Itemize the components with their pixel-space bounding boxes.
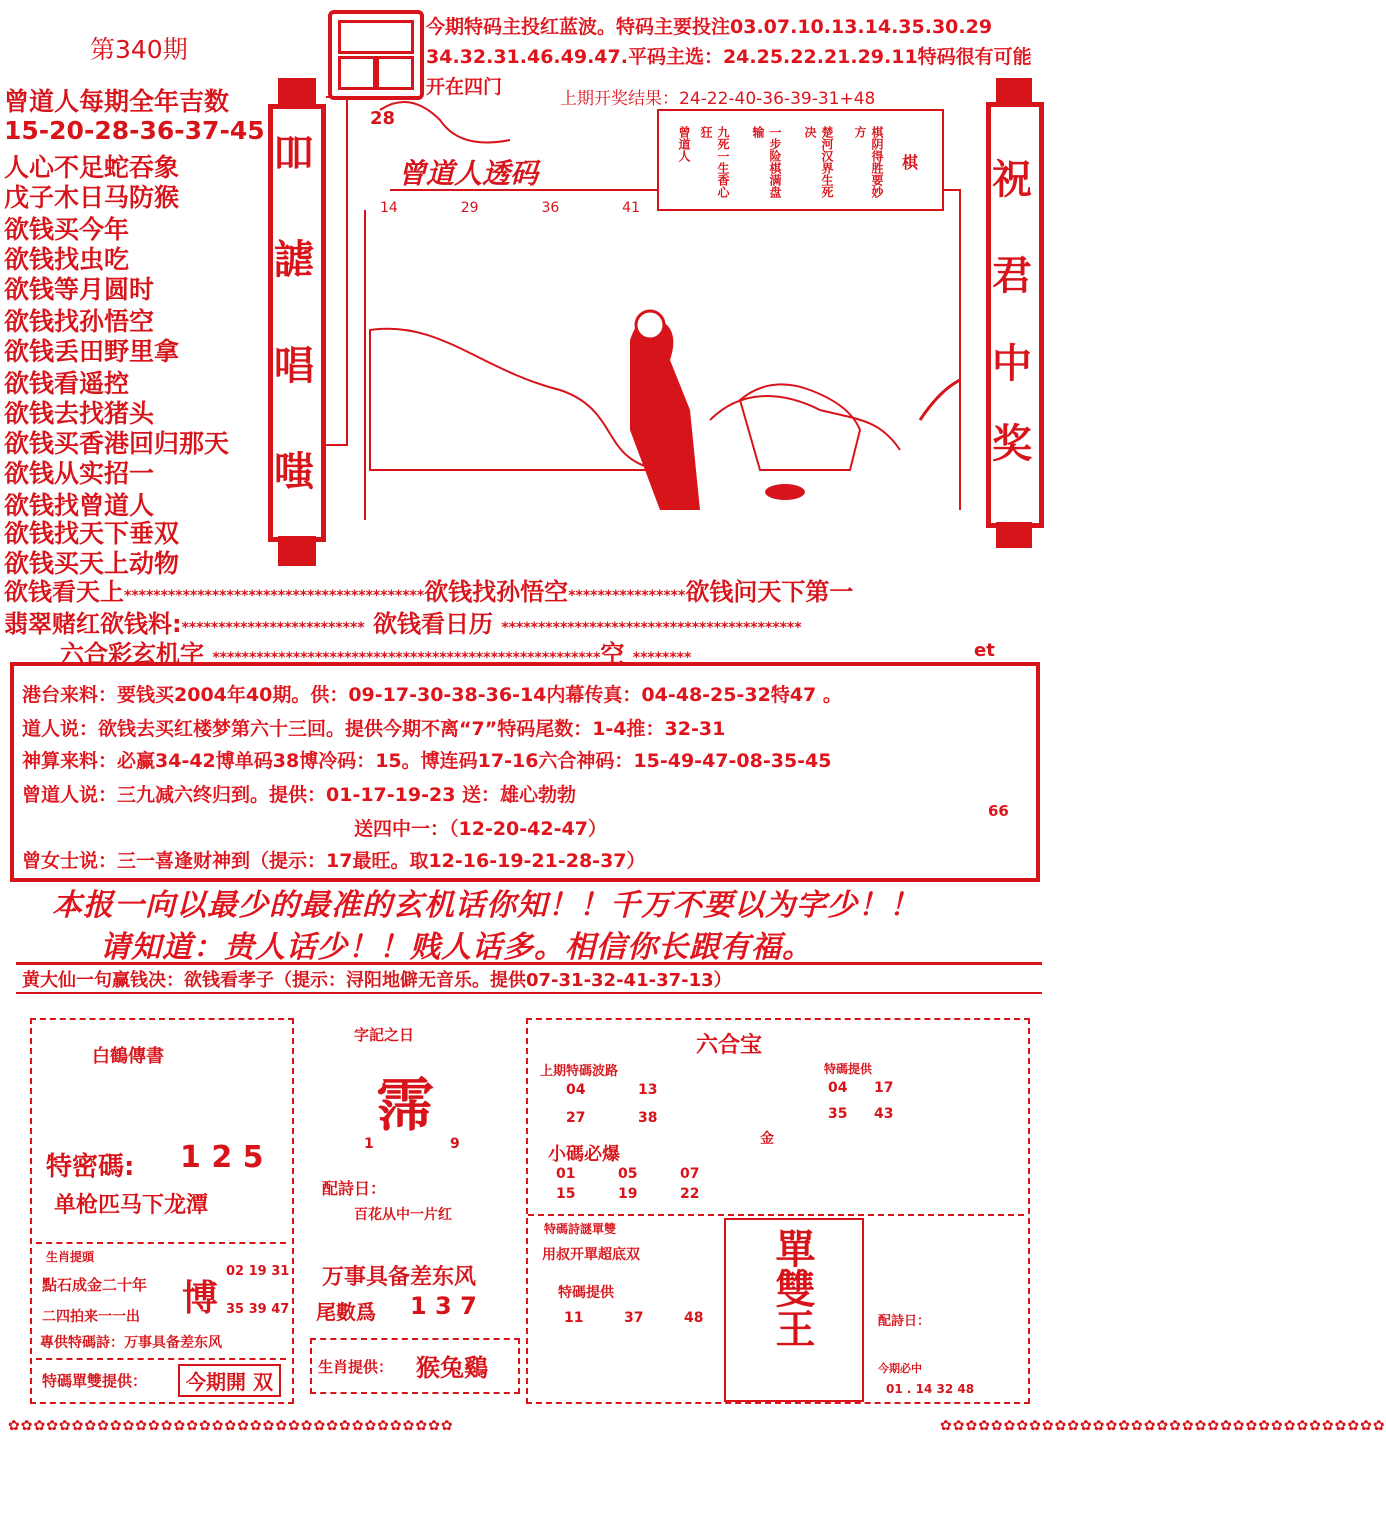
panel-mid <box>310 1018 520 1400</box>
zodiac-value: 猴兔鷄 <box>416 1354 488 1382</box>
grid-l-1: 13 <box>638 1082 658 1098</box>
pt-label: 配詩日： <box>878 1314 931 1329</box>
left-line-12: 欲钱从实招一 <box>4 459 155 488</box>
right-grid-label: 特碼提供 <box>824 1062 873 1076</box>
huang-line: 黄大仙一句赢钱决：欲钱看孝子（提示：浔阳地僻无音乐。提供07-31-32-41-37-13） <box>22 970 732 991</box>
grid-b-0: 01 <box>556 1166 576 1182</box>
xiaoma-label: 小碼必爆 <box>548 1144 620 1165</box>
header-line-1: 今期特码主投红蓝波。特码主要投注03.07.10.13.14.35.30.29 <box>426 16 993 38</box>
panel-right-title: 六合宝 <box>696 1033 763 1058</box>
single-double-value: 今期開 双 <box>178 1364 281 1397</box>
poem-col-1: 一步险棋满盘输 <box>751 126 782 198</box>
right-scroll-char-2: 中 <box>992 341 1032 387</box>
left-scroll-bracket <box>326 96 348 446</box>
left-line-2: 人心不足蛇吞象 <box>4 153 180 182</box>
info-side-number: 66 <box>988 802 1009 820</box>
left-line-7: 欲钱找孙悟空 <box>4 307 155 336</box>
header-line-2: 34.32.31.46.49.47.平码主选：24.25.22.21.29.11特码很有可能 <box>426 46 1032 68</box>
left-line-10: 欲钱去找猪头 <box>4 399 155 428</box>
grid-r-3: 43 <box>874 1106 894 1122</box>
huang-separator-bottom <box>16 992 1042 994</box>
grid-r-0: 04 <box>828 1080 848 1096</box>
grid-row-1: 02 19 31 <box>226 1264 290 1279</box>
grid-row-2: 35 39 47 <box>226 1302 290 1317</box>
sub-left-label: 上期特碼波路 <box>540 1064 619 1079</box>
grid-b-3: 15 <box>556 1186 576 1202</box>
picture-corner-number: 28 <box>370 108 396 129</box>
previous-result: 上期开奖结果：24-22-40-36-39-31+48 <box>560 89 876 109</box>
left-line-14: 欲钱找天下垂双 <box>4 519 180 548</box>
last-label: 今期必中 <box>878 1362 922 1375</box>
panel-left <box>30 1018 294 1404</box>
left-scroll-char-3: 嗤 <box>274 449 314 495</box>
info-line-3: 神算来料：必赢34-42博单码38博冷码：15。博连码17-16六合神码：15-49-47-08-35-45 <box>22 750 832 772</box>
picture-title: 曾道人透码 <box>398 157 539 190</box>
right-scroll-char-0: 祝 <box>992 157 1032 203</box>
et-text: et <box>974 640 995 661</box>
mid-n1: 1 <box>364 1136 374 1152</box>
mid-top: 字記之日 <box>354 1026 415 1044</box>
left-line-5: 欲钱找虫吃 <box>4 245 130 274</box>
mid-poem-label: 配詩日： <box>322 1179 387 1198</box>
sub1-line: 點石成金二十年 <box>42 1276 148 1294</box>
info-line-6: 曾女士说：三一喜逢财神到（提示：17最旺。取12-16-19-21-28-37） <box>22 850 646 872</box>
left-line-0: 曾道人每期全年吉数 <box>4 87 230 116</box>
tema-label: 特密碼: <box>46 1152 135 1182</box>
single-double-label: 特碼單雙提供： <box>42 1372 148 1390</box>
grid-t-2: 48 <box>684 1310 704 1326</box>
grid-b-5: 22 <box>680 1186 700 1202</box>
special-poem: 專供特碼詩：万事具备差东风 <box>40 1335 222 1351</box>
tema-numbers: 1 2 5 <box>180 1140 264 1175</box>
info-line-5: 送四中一：（12-20-42-47） <box>354 818 607 840</box>
panel-right <box>526 1018 1030 1404</box>
info-box <box>10 662 1040 882</box>
mid-banner: 万事具备差东风 <box>322 1265 477 1290</box>
left-line-8: 欲钱丢田野里拿 <box>4 337 180 366</box>
stars-line-1: 欲钱看天上*****************************************欲钱找孙悟空****************欲钱问天下第一 <box>4 578 854 606</box>
huang-separator <box>16 962 1042 965</box>
issue-number: 第340期 <box>90 35 188 64</box>
zodiac-label: 生肖提供： <box>318 1358 394 1376</box>
stars-line-3: 六合彩玄机字 *****************************************************空 ******** <box>60 640 692 668</box>
footer-stars-right: ✿✿✿✿✿✿✿✿✿✿✿✿✿✿✿✿✿✿✿✿✿✿✿✿✿✿✿✿✿✿✿✿✿✿✿ <box>940 1418 1386 1434</box>
sd-label: 特碼詩謎單雙 <box>544 1222 617 1236</box>
left-line-4: 欲钱买今年 <box>4 215 130 244</box>
left-line-11: 欲钱买香港回归那天 <box>4 429 230 458</box>
grid-l-3: 38 <box>638 1110 658 1126</box>
tema-tg-label: 特碼提供 <box>558 1285 614 1301</box>
left-scroll-char-1: 謔 <box>274 237 314 283</box>
big-char-bo: 博 <box>182 1278 219 1319</box>
left-line-6: 欲钱等月圆时 <box>4 275 155 304</box>
left-line-3: 戊子木日马防猴 <box>4 183 180 212</box>
left-line-1: 15-20-28-36-37-45 <box>4 116 265 145</box>
slogan-2: 请知道：贵人话少！！贱人话多。相信你长跟有福。 <box>100 930 813 965</box>
info-line-2: 道人说：欲钱去买红楼梦第六十三回。提供今期不离“7”特码尾数：1-4推：32-31 <box>22 718 726 740</box>
grid-t-0: 11 <box>564 1310 584 1326</box>
poem-col-0: 九死一生香心狂 <box>699 126 730 198</box>
right-scroll-char-3: 奖 <box>992 421 1032 467</box>
picture-number: 41 <box>622 200 640 216</box>
grid-b-4: 19 <box>618 1186 638 1202</box>
header-line-3: 开在四门 <box>426 76 503 98</box>
grid-l-0: 04 <box>566 1082 586 1098</box>
slogan-1: 本报一向以最少的最准的玄机话你知！！千万不要以为字少！！ <box>52 888 920 923</box>
grid-b-1: 05 <box>618 1166 638 1182</box>
poem-head: 棋 <box>902 153 919 172</box>
grid-r-2: 35 <box>828 1106 848 1122</box>
poem-col-2: 楚河汉界生死决 <box>803 126 834 198</box>
tema-verse: 单枪匹马下龙潭 <box>54 1193 209 1218</box>
mid-poem: 百花从中一片红 <box>354 1207 452 1223</box>
sub2-line: 二四拍来一一出 <box>42 1309 140 1325</box>
mid-n9: 9 <box>450 1136 460 1152</box>
left-scroll-char-2: 唱 <box>274 343 314 389</box>
gold-char: 金 <box>760 1131 774 1147</box>
stars-line-2: 翡翠赌红欲钱料:************************* 欲钱看日历 ***************************************** <box>4 610 802 638</box>
right-scroll <box>986 78 1046 548</box>
grid-r-1: 17 <box>874 1080 894 1096</box>
tail-label: 尾數爲 <box>316 1300 376 1324</box>
picture-number: 14 <box>380 200 398 216</box>
info-line-1: 港台来料：要钱买2004年40期。供：09-17-30-38-36-14内幕传真：04-48-25-32特47 。 <box>22 684 842 706</box>
footer-stars-left: ✿✿✿✿✿✿✿✿✿✿✿✿✿✿✿✿✿✿✿✿✿✿✿✿✿✿✿✿✿✿✿✿✿✿✿ <box>8 1418 454 1434</box>
picture-number: 36 <box>541 200 560 216</box>
grid-t-1: 37 <box>624 1310 644 1326</box>
panel-left-title: 白鶴傳書 <box>92 1046 164 1067</box>
picture-numbers <box>380 200 640 216</box>
grid-l-2: 27 <box>566 1110 586 1126</box>
poem-col-3: 棋阴得胜要妙方 <box>853 126 884 198</box>
left-line-9: 欲钱看遥控 <box>4 369 130 398</box>
info-line-4: 曾道人说：三九减六终归到。提供：01-17-19-23 送：雄心勃勃 <box>22 784 577 806</box>
poem-box <box>668 120 930 206</box>
tail-numbers: 1 3 7 <box>410 1292 477 1320</box>
mid-big-char: 霈 <box>376 1071 435 1139</box>
left-line-13: 欲钱找曾道人 <box>4 491 155 520</box>
left-scroll <box>268 78 326 570</box>
seal-logo <box>328 10 424 100</box>
left-line-15: 欲钱买天上动物 <box>4 549 180 578</box>
sub1-label: 生肖提頭 <box>46 1250 95 1264</box>
last-numbers: 01 . 14 32 48 <box>886 1382 975 1396</box>
left-scroll-char-0: 吅 <box>274 131 314 177</box>
picture-number: 29 <box>460 200 479 216</box>
grid-b-2: 07 <box>680 1166 700 1182</box>
poem-sign: 曾道人 <box>677 126 691 162</box>
big-title: 單雙王 <box>769 1228 815 1348</box>
right-scroll-char-1: 君 <box>992 253 1032 299</box>
sd-text: 用叔开單超底双 <box>542 1247 640 1263</box>
